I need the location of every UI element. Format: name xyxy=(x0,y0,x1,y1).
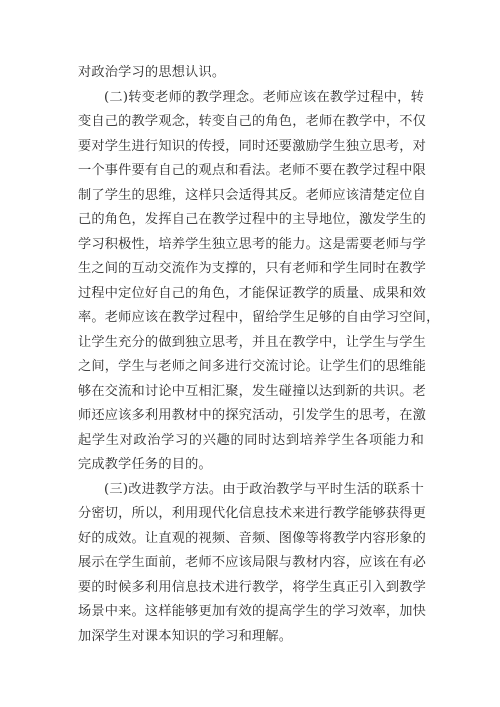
section-heading-line: (三)改进教学方法。由于政治教学与平时生活的联系十 xyxy=(104,481,424,497)
text-line: 好的成效。让直观的视频、音频、图像等将教学内容形象的 xyxy=(78,530,427,546)
text-line: 变自己的教学观念，转变自己的角色，老师在教学中，不仅 xyxy=(78,114,427,129)
text-line: 对政治学习的思想认识。 xyxy=(78,65,226,80)
text-line: 让学生充分的做到独立思考，并且在教学中，让学生与学生 xyxy=(78,334,427,350)
text-line: 场景中来。这样能够更加有效的提高学生的学习效率，加快 xyxy=(78,604,427,619)
text-line: 之间，学生与老师之间多进行交流讨论。让学生们的思维能 xyxy=(78,359,427,374)
text-line: 展示在学生面前，老师不应该局限与教材内容，应该在有必 xyxy=(78,555,427,570)
section-heading-line: (二)转变老师的教学理念。老师应该在教学过程中，转 xyxy=(104,89,424,105)
text-line: 够在交流和讨论中互相汇聚，发生碰撞以达到新的共识。老 xyxy=(78,383,427,399)
text-line: 起学生对政治学习的兴趣的同时达到培养学生各项能力和 xyxy=(78,432,424,448)
text-line: 加深学生对课本知识的学习和理解。 xyxy=(78,628,293,644)
document-body xyxy=(78,61,440,649)
text-line: 要对学生进行知识的传授，同时还要激励学生独立思考，对 xyxy=(78,138,427,154)
text-line: 完成教学任务的目的。 xyxy=(78,457,212,472)
text-line: 一个事件要有自己的观点和看法。老师不要在教学过程中限 xyxy=(78,163,427,178)
text-line: 过程中定位好自己的角色，才能保证教学的质量、成果和效 xyxy=(78,285,427,301)
text-line: 分密切，所以，利用现代化信息技术来进行教学能够获得更 xyxy=(78,506,427,521)
text-line: 要的时候多利用信息技术进行教学，将学生真正引入到教学 xyxy=(78,579,427,595)
text-line: 率。老师应该在教学过程中，留给学生足够的自由学习空间， xyxy=(78,310,440,325)
text-line: 己的角色，发挥自己在教学过程中的主导地位，激发学生的 xyxy=(78,212,427,227)
text-line: 生之间的互动交流作为支撑的，只有老师和学生同时在教学 xyxy=(78,261,427,276)
text-line: 师还应该多利用教材中的探究活动，引发学生的思考，在激 xyxy=(78,408,427,423)
text-line: 学习积极性，培养学生独立思考的能力。这是需要老师与学 xyxy=(78,236,427,252)
text-line: 制了学生的思维，这样只会适得其反。老师应该清楚定位自 xyxy=(78,187,427,203)
